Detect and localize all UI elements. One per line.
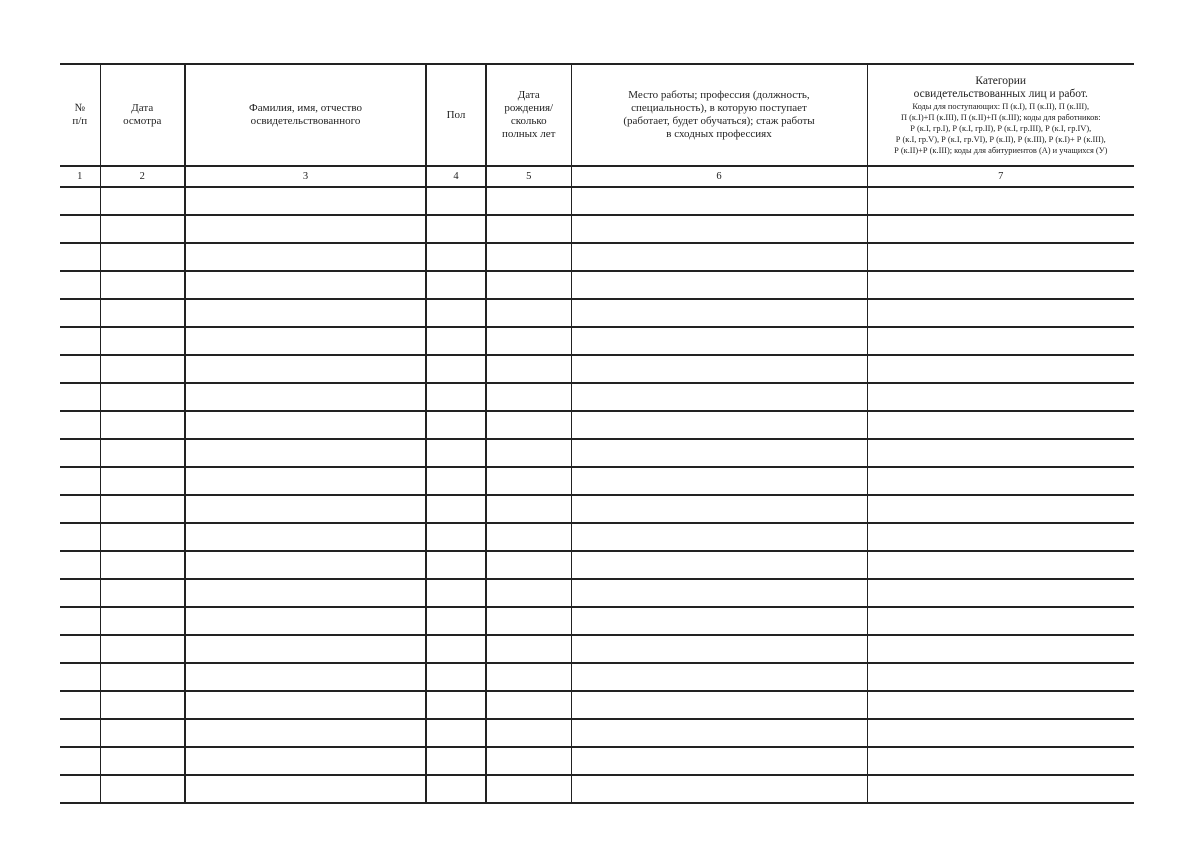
table-cell xyxy=(571,467,867,495)
table-row xyxy=(60,187,1134,215)
table-cell xyxy=(867,383,1134,411)
header-sex: Пол xyxy=(426,64,486,166)
table-row xyxy=(60,383,1134,411)
table-cell xyxy=(185,719,426,747)
table-cell xyxy=(426,579,486,607)
table-cell xyxy=(185,635,426,663)
table-cell xyxy=(867,467,1134,495)
table-cell xyxy=(867,579,1134,607)
table-row xyxy=(60,747,1134,775)
column-number: 2 xyxy=(100,166,185,187)
table-cell xyxy=(426,355,486,383)
table-cell xyxy=(185,747,426,775)
table-cell xyxy=(571,579,867,607)
column-numbers-row xyxy=(60,166,1134,187)
table-cell xyxy=(571,215,867,243)
table-cell xyxy=(571,383,867,411)
column-number: 7 xyxy=(867,166,1134,187)
table-cell xyxy=(185,523,426,551)
table-cell xyxy=(100,411,185,439)
table-cell xyxy=(60,635,100,663)
table-cell xyxy=(571,691,867,719)
table-cell xyxy=(185,243,426,271)
table-cell xyxy=(486,579,571,607)
table-row xyxy=(60,719,1134,747)
table-cell xyxy=(571,607,867,635)
table-cell xyxy=(100,271,185,299)
table-cell xyxy=(486,663,571,691)
table-cell xyxy=(100,775,185,803)
table-cell xyxy=(60,579,100,607)
table-cell xyxy=(100,467,185,495)
table-cell xyxy=(185,775,426,803)
table-cell xyxy=(426,383,486,411)
table-cell xyxy=(867,663,1134,691)
table-cell xyxy=(60,215,100,243)
table-cell xyxy=(486,635,571,663)
header-row xyxy=(60,64,1134,166)
header-categories xyxy=(867,64,1134,166)
table-cell xyxy=(486,691,571,719)
table-cell xyxy=(100,747,185,775)
table-cell xyxy=(571,775,867,803)
header-full-name: Фамилия, имя, отчество освидетельствованного xyxy=(185,64,426,166)
table-cell xyxy=(426,607,486,635)
table-body xyxy=(60,187,1134,803)
table-cell xyxy=(486,327,571,355)
table-cell xyxy=(60,607,100,635)
table-row xyxy=(60,663,1134,691)
table-cell xyxy=(426,551,486,579)
table-cell xyxy=(426,327,486,355)
table-cell xyxy=(486,271,571,299)
table-cell xyxy=(426,691,486,719)
table-cell xyxy=(571,523,867,551)
table-cell xyxy=(100,187,185,215)
table-cell xyxy=(867,719,1134,747)
table-cell xyxy=(185,187,426,215)
exam-journal-table xyxy=(60,63,1134,804)
table-cell xyxy=(426,523,486,551)
table-cell xyxy=(867,775,1134,803)
table-cell xyxy=(185,383,426,411)
table-cell xyxy=(867,299,1134,327)
table-cell xyxy=(571,719,867,747)
table-cell xyxy=(426,215,486,243)
table-cell xyxy=(100,327,185,355)
table-cell xyxy=(426,299,486,327)
table-cell xyxy=(486,243,571,271)
table-cell xyxy=(60,691,100,719)
table-row xyxy=(60,691,1134,719)
table-cell xyxy=(60,663,100,691)
table-cell xyxy=(571,271,867,299)
table-cell xyxy=(486,551,571,579)
table-cell xyxy=(185,271,426,299)
table-cell xyxy=(426,635,486,663)
table-cell xyxy=(185,439,426,467)
table-cell xyxy=(486,215,571,243)
header-number: № п/п xyxy=(60,64,100,166)
table-cell xyxy=(60,719,100,747)
table-cell xyxy=(867,495,1134,523)
table-cell xyxy=(60,495,100,523)
table-cell xyxy=(60,383,100,411)
table-cell xyxy=(426,439,486,467)
table-cell xyxy=(571,299,867,327)
table-cell xyxy=(60,187,100,215)
table-cell xyxy=(486,299,571,327)
table-cell xyxy=(571,411,867,439)
table-cell xyxy=(60,243,100,271)
table-cell xyxy=(60,299,100,327)
table-cell xyxy=(60,355,100,383)
table-cell xyxy=(571,635,867,663)
table-cell xyxy=(571,663,867,691)
table-row xyxy=(60,551,1134,579)
column-number: 3 xyxy=(185,166,426,187)
table-cell xyxy=(486,467,571,495)
table-row xyxy=(60,355,1134,383)
table-cell xyxy=(486,607,571,635)
table-cell xyxy=(867,411,1134,439)
table-cell xyxy=(867,439,1134,467)
table-cell xyxy=(100,299,185,327)
table-cell xyxy=(185,551,426,579)
table-cell xyxy=(867,523,1134,551)
table-cell xyxy=(60,439,100,467)
table-cell xyxy=(100,635,185,663)
table-cell xyxy=(100,243,185,271)
table-row xyxy=(60,271,1134,299)
category-title: Категории освидетельствованных лиц и работ. xyxy=(913,74,1088,100)
table-cell xyxy=(100,719,185,747)
table-cell xyxy=(100,607,185,635)
table-cell xyxy=(486,523,571,551)
table-cell xyxy=(486,411,571,439)
table-cell xyxy=(571,187,867,215)
table-cell xyxy=(100,691,185,719)
table-cell xyxy=(185,495,426,523)
table-cell xyxy=(426,719,486,747)
table-cell xyxy=(486,383,571,411)
table-cell xyxy=(571,327,867,355)
table-cell xyxy=(60,327,100,355)
table-cell xyxy=(486,187,571,215)
table-cell xyxy=(60,467,100,495)
table-row xyxy=(60,215,1134,243)
table-cell xyxy=(426,243,486,271)
table-cell xyxy=(185,355,426,383)
table-cell xyxy=(571,439,867,467)
header-birth-date: Дата рождения/ сколько полных лет xyxy=(486,64,571,166)
table-row xyxy=(60,635,1134,663)
table-cell xyxy=(571,355,867,383)
table-cell xyxy=(185,579,426,607)
table-cell xyxy=(60,411,100,439)
table-cell xyxy=(100,355,185,383)
table-row xyxy=(60,467,1134,495)
column-number: 4 xyxy=(426,166,486,187)
table-cell xyxy=(185,215,426,243)
table-row xyxy=(60,495,1134,523)
table-row xyxy=(60,607,1134,635)
column-number: 6 xyxy=(571,166,867,187)
table-cell xyxy=(185,327,426,355)
table-cell xyxy=(60,271,100,299)
table-cell xyxy=(571,495,867,523)
table-cell xyxy=(426,411,486,439)
table-cell xyxy=(100,439,185,467)
table-row xyxy=(60,327,1134,355)
table-cell xyxy=(867,747,1134,775)
table-cell xyxy=(100,383,185,411)
table-cell xyxy=(100,551,185,579)
table-cell xyxy=(571,243,867,271)
table-cell xyxy=(571,747,867,775)
table-row xyxy=(60,775,1134,803)
table-cell xyxy=(185,607,426,635)
table-cell xyxy=(867,187,1134,215)
table-cell xyxy=(867,607,1134,635)
table-cell xyxy=(185,663,426,691)
table-cell xyxy=(486,495,571,523)
table-cell xyxy=(486,775,571,803)
table-cell xyxy=(185,411,426,439)
table-cell xyxy=(426,271,486,299)
table-cell xyxy=(60,747,100,775)
table-cell xyxy=(100,215,185,243)
table-cell xyxy=(486,439,571,467)
table-cell xyxy=(60,523,100,551)
table-cell xyxy=(60,775,100,803)
table-cell xyxy=(867,355,1134,383)
table-row xyxy=(60,299,1134,327)
table-cell xyxy=(185,691,426,719)
table-cell xyxy=(486,747,571,775)
table-cell xyxy=(185,467,426,495)
table-cell xyxy=(426,663,486,691)
table-cell xyxy=(867,691,1134,719)
column-number: 5 xyxy=(486,166,571,187)
table-cell xyxy=(100,523,185,551)
table-cell xyxy=(486,719,571,747)
table-cell xyxy=(426,495,486,523)
table-cell xyxy=(867,635,1134,663)
table-cell xyxy=(867,243,1134,271)
table-cell xyxy=(486,355,571,383)
table-row xyxy=(60,243,1134,271)
category-codes: Коды для поступающих: П (к.I), П (к.II), П (к.III), П (к.I)+П (к.III), П (к.II)+П (к.III); коды для работников: Р (к.I, гр.I), Р (к.I, гр.II), Р (к.I, гр.III), Р (к.I, гр.IV), Р (к.I, гр.V), Р (к.I, гр.VI), Р (к.II), Р (к.III), Р (к.I)+ Р (к.III), Р (к.II)+Р (к.III); коды для абитуриентов (А) и учащихся (У) xyxy=(894,101,1108,155)
table-cell xyxy=(867,327,1134,355)
table-cell xyxy=(426,775,486,803)
table-cell xyxy=(100,663,185,691)
table-cell xyxy=(867,551,1134,579)
table-cell xyxy=(426,187,486,215)
header-exam-date: Дата осмотра xyxy=(100,64,185,166)
table-row xyxy=(60,523,1134,551)
table-cell xyxy=(100,495,185,523)
table-cell xyxy=(60,551,100,579)
header-workplace: Место работы; профессия (должность, специальность), в которую поступает (работает, будет обучаться); стаж работы в сходных профессиях xyxy=(571,64,867,166)
table-cell xyxy=(426,747,486,775)
table-cell xyxy=(571,551,867,579)
table-cell xyxy=(867,215,1134,243)
table-cell xyxy=(100,579,185,607)
table-cell xyxy=(426,467,486,495)
table-cell xyxy=(185,299,426,327)
column-number: 1 xyxy=(60,166,100,187)
table-row xyxy=(60,439,1134,467)
table-row xyxy=(60,411,1134,439)
table-cell xyxy=(867,271,1134,299)
table-row xyxy=(60,579,1134,607)
